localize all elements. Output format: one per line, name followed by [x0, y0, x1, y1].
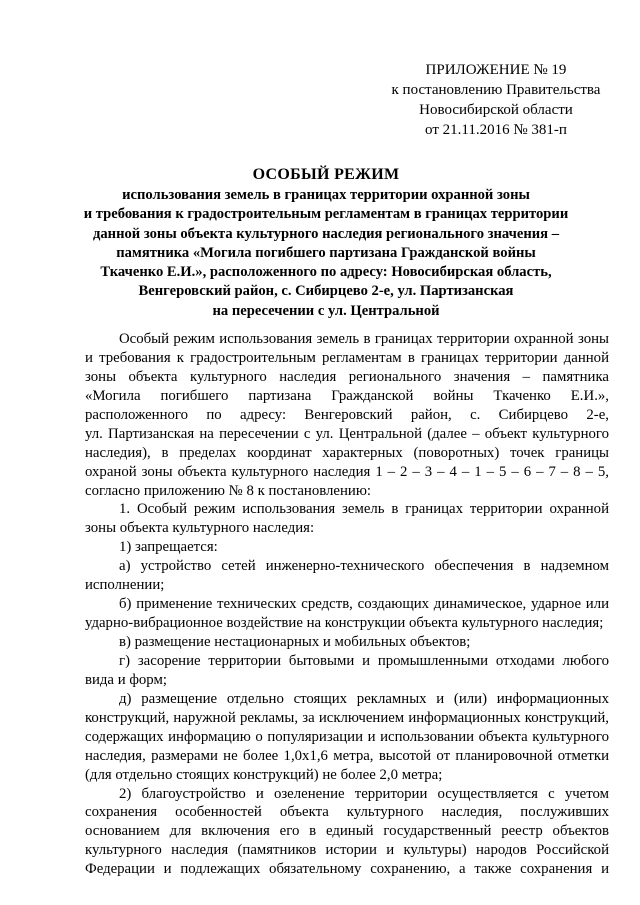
body-line: сохранения особенностей объекта культурного наследия, послуживших	[85, 804, 609, 821]
document-title	[60, 164, 592, 321]
body-line: согласно приложению № 8 к постановлению:	[85, 482, 371, 499]
body-line: зоны объекта культурного наследия регионального значения – памятника	[85, 368, 609, 385]
body-line: ударно-вибрационное воздействие на конструкции объекта культурного наследия;	[85, 615, 604, 632]
body-line: Особый режим использования земель в границах территории охранной зоны	[119, 331, 609, 347]
body-line: содержащих информацию о популяризации и использовании объекта культурного	[85, 728, 609, 745]
title-line: на пересечении с ул. Центральной	[212, 302, 440, 319]
appendix-region: Новосибирской области	[419, 102, 573, 118]
body-line: ул. Партизанская на пересечении с ул. Центральной (далее – объект культурного	[85, 425, 609, 442]
body-line: основанием для включения его в единый государственный реестр объектов	[85, 823, 609, 840]
title-line: и требования к градостроительным регламентам в границах территории	[83, 206, 569, 223]
appendix-number: ПРИЛОЖЕНИЕ № 19	[425, 62, 567, 78]
body-line: культурного наследия (памятников истории и культуры) народов Российской	[85, 842, 609, 859]
body-line: исполнении;	[85, 577, 165, 594]
title-line: данной зоны объекта культурного наследия регионального значения –	[92, 225, 559, 242]
body-line: г) засорение территории бытовыми и промышленными отходами любого	[119, 652, 609, 669]
body-line: наследия), в пределах координат характерных (поворотных) точек границы	[85, 444, 609, 461]
body-line: б) применение технических средств, создающих динамическое, ударное или	[119, 596, 609, 613]
body-line: конструкций, наружной рекламы, за исключением информационных конструкций,	[85, 709, 609, 726]
body-line: д) размещение отдельно стоящих рекламных и (или) информационных	[119, 690, 609, 707]
body-line: 1) запрещается:	[119, 539, 218, 556]
body-line: расположенного по адресу: Венгеровский район, с. Сибирцево 2-е,	[85, 406, 609, 423]
title-line: Ткаченко Е.И.», расположенного по адресу: Новосибирская область,	[100, 264, 552, 281]
body-line: в) размещение нестационарных и мобильных объектов;	[119, 634, 471, 650]
title-line: использования земель в границах территории охранной зоны	[122, 187, 530, 203]
body-line: вида и форм;	[85, 671, 167, 688]
appendix-header	[380, 60, 612, 140]
title-heading: ОСОБЫЙ РЕЖИМ	[252, 166, 400, 183]
title-line: Венгеровский район, с. Сибирцево 2-е, ул. Партизанская	[138, 283, 514, 300]
body-line: охраной зоны объекта культурного наследия 1 – 2 – 3 – 4 – 1 – 5 – 6 – 7 – 8 – 5,	[85, 463, 609, 480]
body-line: а) устройство сетей инженерно-технического обеспечения в надземном	[119, 558, 609, 575]
body-line: «Могила погибшего партизана Гражданской войны Ткаченко Е.И.»,	[85, 387, 609, 404]
body-line: (для отдельно стоящих конструкций) не более 2,0 метра;	[85, 766, 443, 783]
body-line: зоны объекта культурного наследия:	[85, 520, 315, 537]
title-line: памятника «Могила погибшего партизана Гражданской войны	[116, 244, 536, 261]
body-line: и требования к градостроительным регламентам в границах территории данной	[85, 349, 609, 366]
document-body	[85, 330, 609, 879]
body-line: 2) благоустройство и озеленение территории осуществляется с учетом	[119, 785, 609, 802]
appendix-date-number: от 21.11.2016 № 381-п	[425, 122, 567, 138]
body-line: Федерации и подлежащих обязательному сохранению, а также сохранения и	[85, 861, 609, 878]
body-line: наследия, размерами не более 1,0х1,6 метра, высотой от планировочной отметки	[85, 747, 609, 764]
appendix-decree-ref: к постановлению Правительства	[391, 82, 601, 98]
body-line: 1. Особый режим использования земель в границах территории охранной	[119, 501, 609, 518]
